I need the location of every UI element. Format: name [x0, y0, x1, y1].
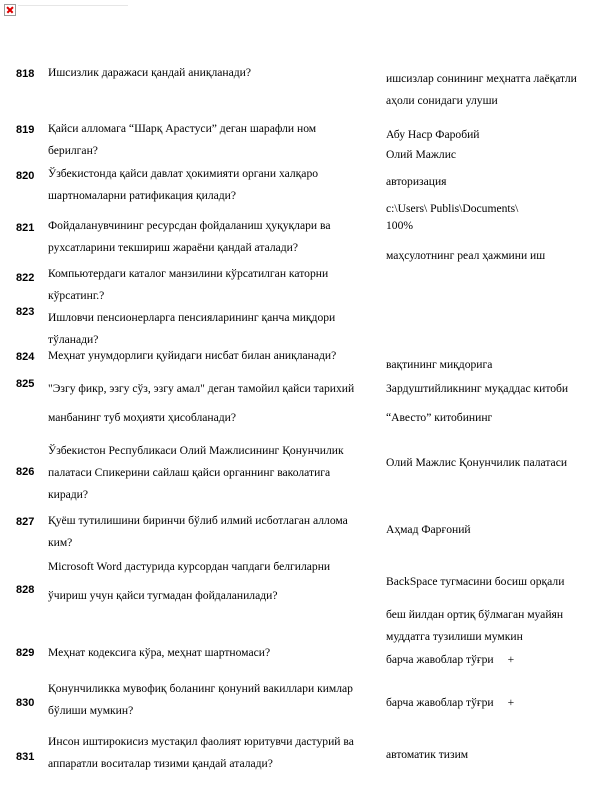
question-number-820: 820 [16, 170, 35, 182]
question-827: Қуёш тутилишини биринчи бўлиб илмий исботлаган аллома ким? [48, 514, 348, 549]
answer-822: маҳсулотнинг реал ҳажмини иш [386, 249, 546, 262]
question-number-821: 821 [16, 222, 35, 234]
question-number-822: 822 [16, 272, 35, 284]
question-number-826: 826 [16, 466, 35, 478]
question-824: Меҳнат унумдорлиги қуйидаги нисбат билан аниқланади? [48, 349, 337, 362]
question-number-828: 828 [16, 584, 35, 596]
question-829: Меҳнат кодексига кўра, меҳнат шартномаси? [48, 646, 271, 659]
answer-contract-term: беш йилдан ортиқ бўлмаган муайян муддатга тузилиши мумкин [386, 608, 564, 643]
answer-820: Олий Мажлис [386, 148, 457, 161]
question-822: Компьютердаги каталог манзилини кўрсатилган каторни кўрсатинг.? [48, 267, 329, 302]
question-number-819: 819 [16, 124, 35, 136]
question-number-831: 831 [16, 751, 35, 763]
answer-830: барча жавоблар тўғри + [386, 696, 515, 709]
answer-831: автоматик тизим [386, 748, 469, 761]
question-number-829: 829 [16, 647, 35, 659]
answer-824: вақтининг миқдорига [386, 358, 493, 371]
question-826: Ўзбекистон Республикаси Олий Мажлисининг Қонунчилик палатаси Спикерини сайлаш қайси органнинг ваколатига киради? [48, 444, 344, 501]
question-825: "Эзгу фикр, эзгу сўз, эзгу амал" деган тамойил қайси тарихий манбанинг туб моҳияти ҳисобланади? [48, 382, 355, 424]
question-number-824: 824 [16, 351, 35, 363]
question-number-830: 830 [16, 697, 35, 709]
question-821: Фойдаланувчининг ресурсдан фойдаланиш ҳуқуқлари ва рухсатларини текшириш жараёни қандай аталади? [48, 219, 331, 254]
question-831: Инсон иштирокисиз мустақил фаолият юритувчи дастурий ва аппаратли воситалар тизими қандай аталади? [48, 735, 354, 770]
answer-819: Абу Наср Фаробий [386, 128, 480, 141]
broken-image-icon [4, 4, 16, 16]
answer-818: ишсизлар сонининг меҳнатга лаёқатли аҳоли сонидаги улуши [386, 72, 577, 107]
question-823: Ишловчи пенсионерларга пенсияларининг қанча миқдори тўланади? [48, 311, 336, 346]
question-number-818: 818 [16, 68, 35, 80]
correct-mark: + [507, 653, 515, 666]
answer-828: BackSpace тугмасини босиш орқали [386, 575, 565, 588]
answer-827: Аҳмад Фарғоний [386, 523, 471, 536]
answer-zoom: 100% [386, 219, 414, 232]
answer-auth: авторизация [386, 175, 447, 188]
question-830: Қонунчиликка мувофиқ боланинг қонуний вакиллари кимлар бўлиши мумкин? [48, 682, 353, 717]
header-rule [18, 5, 128, 6]
correct-mark: + [507, 696, 515, 709]
answer-821: c:\Users\ Publis\Documents\ [386, 202, 519, 215]
question-819: Қайси алломага “Шарқ Арастуси” деган шарафли ном берилган? [48, 122, 317, 157]
answer-825: Зардуштийликнинг муқаддас китоби “Авесто” китобининг [386, 382, 569, 424]
answer-826: Олий Мажлис Қонунчилик палатаси [386, 456, 568, 469]
answer-829: барча жавоблар тўғри + [386, 653, 515, 666]
question-number-825: 825 [16, 378, 35, 390]
question-828: Microsoft Word дастурида курсордан чапдаги белгиларни ўчириш учун қайси тугмадан фойдаланилади? [48, 560, 331, 602]
question-820: Ўзбекистонда қайси давлат ҳокимияти органи халқаро шартномаларни ратификация қилади? [48, 167, 319, 202]
question-818: Ишсизлик даражаси қандай аниқланади? [48, 66, 251, 79]
question-number-827: 827 [16, 516, 35, 528]
question-number-823: 823 [16, 306, 35, 318]
